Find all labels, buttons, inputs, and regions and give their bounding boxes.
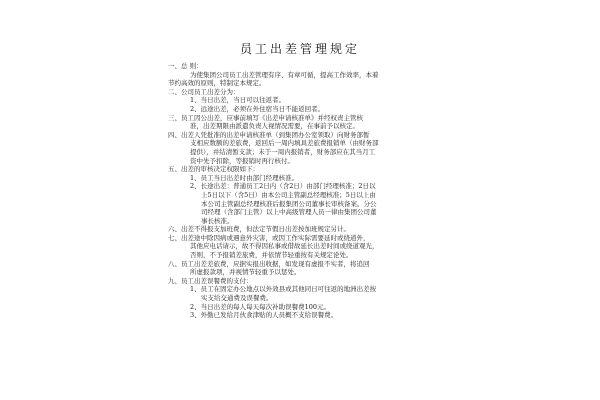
document-line: 九、员工出差误餐费的支付：	[168, 276, 253, 285]
document-title: 员工出差管理规定	[239, 42, 360, 56]
document-line: 其他应电话请示，故不得因私事或借故延长出差时间或绕道观光，	[190, 242, 379, 251]
document-line: 2、当日出差的每人每天每次补助误餐费100元。	[190, 302, 331, 311]
document-line: 司经理（含部门主管）以上中高级管理人员一律由集团公司董	[201, 208, 377, 217]
document-line: 七、出差途中除因病或遇意外灾害，或因工作实际需要延时或绕道外，	[168, 233, 370, 242]
document-line: 提供），并结清暂支款；未于一周内报销者，财务部应在其当月工	[190, 147, 376, 156]
document-line: 二、公司员工出差分为：	[168, 87, 240, 96]
document-line: 1、员工当日出差时由部门经理核准。	[190, 173, 299, 182]
document-line: 资中先予扣除，等报销时再行核付。	[190, 156, 294, 165]
document-line: 四、出差人凭批准的出差申请核准单（到集团办公室领取）向财务部暂	[168, 130, 370, 139]
document-line: 准，出差期限由派遣负责人视情况需要，在事前予以核定。	[190, 122, 359, 131]
document-line: 支相应数额的差旅费，返回后一周内填具差旅费报销单（由财务部	[190, 139, 379, 148]
document-line: 节约高效的原则，特制定本规定。	[168, 79, 266, 88]
document-line: 八、员工出差差旅费，应据实报出收据，如发现有虚报不实者，将追回	[168, 259, 370, 268]
document-line: 3、外勤已发给月伙食津贴的人员概不支给误餐费。	[190, 311, 338, 320]
document-line: 五、出差的审核决定权限如下：	[168, 165, 259, 174]
document-line: 事长核准。	[201, 216, 234, 225]
document-line: 1、当日出差，当日可以往返者。	[190, 96, 286, 105]
document-line: 所虚报款项，并视情节轻重予以惩处。	[190, 268, 301, 277]
document-line: 本公司主管副总经理核准后报集团公司董事长审核备案。分公	[201, 199, 377, 208]
document-line: 1、员工在固定办公地点以外效县或其他同日可往返的地洲出差按	[190, 285, 377, 294]
document-line: 实支给交通费及误餐费。	[201, 294, 273, 303]
document-line: 2、远途出差，必须在外住宿当日不能返回者。	[190, 104, 325, 113]
document-line: 上5日以下（含5日）由本公司主管副总经理核准；5日以上由	[201, 190, 376, 199]
document-line: 为使集团公司员工出差管理有序、有章可循，提高工作效率，本着	[190, 70, 379, 79]
document-line: 三、员工因公出差，应事前填写《出差申请核准单》并经权责主管核	[168, 113, 363, 122]
document-line: 一、总 则：	[168, 62, 203, 70]
document-line: 六、出差不得报支加班费，但法定节假日出差按加班规定另计。	[168, 225, 350, 234]
document-line: 2、长途出差：普通员工2日内（含2日）由部门经理核准；2日以	[190, 182, 376, 191]
document-body	[168, 62, 430, 320]
document-line: 否则，不予报销差旅费，并依情节轻重按有关规定论处。	[190, 251, 353, 260]
